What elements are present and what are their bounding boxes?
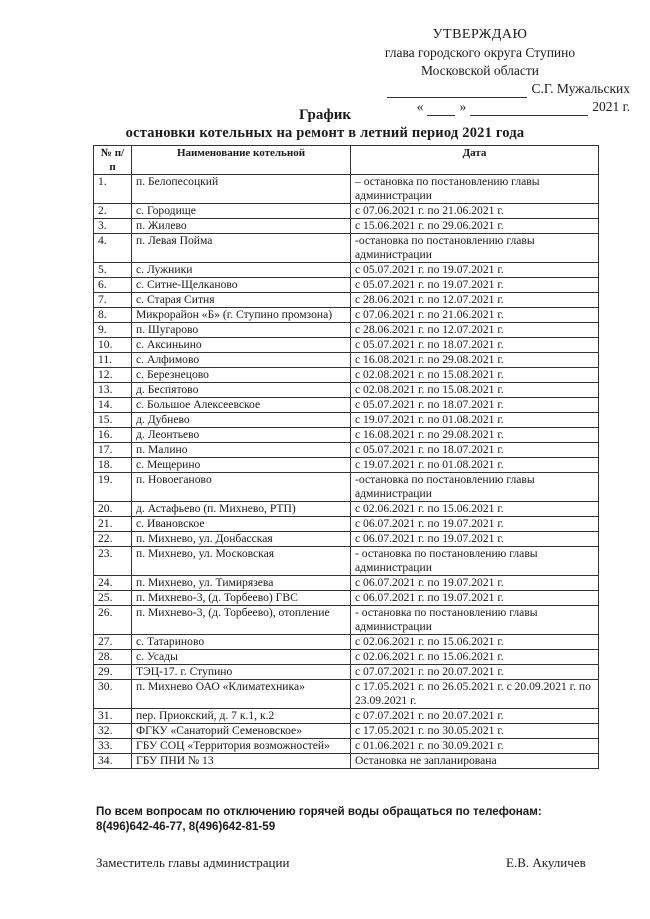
table-row xyxy=(94,739,599,754)
row-name: с. Татариново xyxy=(132,635,351,650)
row-num: 7. xyxy=(94,293,132,308)
table-row xyxy=(94,204,599,219)
table-row xyxy=(94,502,599,517)
header-name: Наименование котельной xyxy=(132,146,351,175)
row-name: ФГКУ «Санаторий Семеновское» xyxy=(132,724,351,739)
row-name: п. Малино xyxy=(132,443,351,458)
table-row xyxy=(94,308,599,323)
row-date: с 05.07.2021 г. по 18.07.2021 г. xyxy=(351,338,599,353)
row-num: 19. xyxy=(94,473,132,502)
table-row xyxy=(94,606,599,635)
row-num: 17. xyxy=(94,443,132,458)
row-name: ГБУ ПНИ № 13 xyxy=(132,754,351,769)
table-header-row xyxy=(94,146,599,175)
row-name: пер. Приокский, д. 7 к.1, к.2 xyxy=(132,709,351,724)
row-name: д. Беспятово xyxy=(132,383,351,398)
row-num: 32. xyxy=(94,724,132,739)
table-row xyxy=(94,680,599,709)
row-num: 31. xyxy=(94,709,132,724)
row-name: д. Астафьево (п. Михнево, РТП) xyxy=(132,502,351,517)
row-name: с. Большое Алексеевское xyxy=(132,398,351,413)
row-num: 33. xyxy=(94,739,132,754)
row-name: д. Дубнево xyxy=(132,413,351,428)
approval-signature-line xyxy=(330,80,630,98)
row-date: с 16.08.2021 г. по 29.08.2021 г. xyxy=(351,428,599,443)
date-close-quote: » xyxy=(459,99,467,114)
table-row xyxy=(94,323,599,338)
row-date: с 02.08.2021 г. по 15.08.2021 г. xyxy=(351,383,599,398)
row-name: п. Новоеганово xyxy=(132,473,351,502)
row-date: с 02.06.2021 г. по 15.06.2021 г. xyxy=(351,502,599,517)
row-num: 9. xyxy=(94,323,132,338)
row-name: п. Белопесоцкий xyxy=(132,175,351,204)
row-num: 18. xyxy=(94,458,132,473)
row-num: 22. xyxy=(94,532,132,547)
row-num: 4. xyxy=(94,234,132,263)
table-row xyxy=(94,293,599,308)
row-date: с 02.06.2021 г. по 15.06.2021 г. xyxy=(351,650,599,665)
row-date: с 07.07.2021 г. по 20.07.2021 г. xyxy=(351,709,599,724)
table-row xyxy=(94,576,599,591)
row-name: с. Березнецово xyxy=(132,368,351,383)
row-date: с 19.07.2021 г. по 01.08.2021 г. xyxy=(351,458,599,473)
table-row xyxy=(94,517,599,532)
row-date: с 06.07.2021 г. по 19.07.2021 г. xyxy=(351,591,599,606)
row-name: ГБУ СОЦ «Территория возможностей» xyxy=(132,739,351,754)
row-name: п. Михнево, ул. Донбасская xyxy=(132,532,351,547)
row-date: с 05.07.2021 г. по 19.07.2021 г. xyxy=(351,263,599,278)
row-name: ТЭЦ-17. г. Ступино xyxy=(132,665,351,680)
schedule-table xyxy=(93,145,599,769)
approval-position: глава городского округа Ступино xyxy=(384,45,576,60)
row-date: с 15.06.2021 г. по 29.06.2021 г. xyxy=(351,219,599,234)
row-date: с 28.06.2021 г. по 12.07.2021 г. xyxy=(351,293,599,308)
row-num: 15. xyxy=(94,413,132,428)
document-subtitle: остановки котельных на ремонт в летний период 2021 года xyxy=(125,125,525,141)
row-num: 3. xyxy=(94,219,132,234)
row-name: п. Жилево xyxy=(132,219,351,234)
header-num: № п/п xyxy=(94,146,132,175)
row-num: 20. xyxy=(94,502,132,517)
approval-heading: УТВЕРЖДАЮ xyxy=(432,27,528,42)
deputy-position: Заместитель главы администрации xyxy=(96,855,290,870)
table-row xyxy=(94,278,599,293)
row-date: с 17.05.2021 г. по 26.05.2021 г. с 20.09.2021 г. по 23.09.2021 г. xyxy=(351,680,599,709)
row-date: с 19.07.2021 г. по 01.08.2021 г. xyxy=(351,413,599,428)
row-date: с 07.06.2021 г. по 21.06.2021 г. xyxy=(351,308,599,323)
row-date: -остановка по постановлению главы администрации xyxy=(351,234,599,263)
row-num: 2. xyxy=(94,204,132,219)
table-row xyxy=(94,547,599,576)
header-date: Дата xyxy=(351,146,599,175)
row-date: с 06.07.2021 г. по 19.07.2021 г. xyxy=(351,517,599,532)
row-num: 12. xyxy=(94,368,132,383)
row-date: с 02.06.2021 г. по 15.06.2021 г. xyxy=(351,635,599,650)
table-row xyxy=(94,650,599,665)
row-name: с. Мещерино xyxy=(132,458,351,473)
table-row xyxy=(94,724,599,739)
approval-signer: С.Г. Мужальских xyxy=(531,81,630,96)
row-name: п. Михнево-3, (д. Торбеево) ГВС xyxy=(132,591,351,606)
row-num: 30. xyxy=(94,680,132,709)
row-num: 11. xyxy=(94,353,132,368)
row-date: с 07.06.2021 г. по 21.06.2021 г. xyxy=(351,204,599,219)
row-date: с 28.06.2021 г. по 12.07.2021 г. xyxy=(351,323,599,338)
row-date: Остановка не запланирована xyxy=(351,754,599,769)
row-name: д. Леонтьево xyxy=(132,428,351,443)
row-num: 8. xyxy=(94,308,132,323)
table-row xyxy=(94,754,599,769)
table-row xyxy=(94,709,599,724)
contact-note-text: По всем вопросам по отключению горячей воды обращаться по телефонам: xyxy=(96,805,542,818)
row-num: 10. xyxy=(94,338,132,353)
row-name: с. Аксиньино xyxy=(132,338,351,353)
row-date: с 06.07.2021 г. по 19.07.2021 г. xyxy=(351,532,599,547)
row-date: с 06.07.2021 г. по 19.07.2021 г. xyxy=(351,576,599,591)
table-row xyxy=(94,443,599,458)
row-num: 27. xyxy=(94,635,132,650)
row-date: с 01.06.2021 г. по 30.09.2021 г. xyxy=(351,739,599,754)
row-name: п. Шугарово xyxy=(132,323,351,338)
table-row xyxy=(94,413,599,428)
row-date: с 07.07.2021 г. по 20.07.2021 г. xyxy=(351,665,599,680)
row-name: п. Михнево, ул. Московская xyxy=(132,547,351,576)
table-row xyxy=(94,591,599,606)
contact-note xyxy=(96,804,616,834)
table-row xyxy=(94,428,599,443)
row-num: 6. xyxy=(94,278,132,293)
row-name: Микрорайон «Б» (г. Ступино промзона) xyxy=(132,308,351,323)
row-date: - остановка по постановлению главы администрации xyxy=(351,547,599,576)
row-name: п. Михнево, ул. Тимирязева xyxy=(132,576,351,591)
table-row xyxy=(94,338,599,353)
row-num: 29. xyxy=(94,665,132,680)
row-num: 21. xyxy=(94,517,132,532)
table-row xyxy=(94,263,599,278)
row-num: 28. xyxy=(94,650,132,665)
document-title: График xyxy=(298,107,352,123)
row-date: – остановка по постановлению главы администрации xyxy=(351,175,599,204)
row-num: 14. xyxy=(94,398,132,413)
approval-year: 2021 г. xyxy=(592,99,630,114)
contact-phones: 8(496)642-46-77, 8(496)642-81-59 xyxy=(96,820,276,833)
row-date: с 16.08.2021 г. по 29.08.2021 г. xyxy=(351,353,599,368)
row-name: п. Михнево-3, (д. Торбеево), отопление xyxy=(132,606,351,635)
row-num: 1. xyxy=(94,175,132,204)
table-row xyxy=(94,234,599,263)
table-row xyxy=(94,175,599,204)
row-num: 25. xyxy=(94,591,132,606)
date-open-quote: « xyxy=(416,99,424,114)
row-name: с. Лужники xyxy=(132,263,351,278)
table-row xyxy=(94,532,599,547)
row-num: 5. xyxy=(94,263,132,278)
table-row xyxy=(94,473,599,502)
table-row xyxy=(94,458,599,473)
row-date: -остановка по постановлению главы администрации xyxy=(351,473,599,502)
row-name: с. Городище xyxy=(132,204,351,219)
row-num: 26. xyxy=(94,606,132,635)
table-row xyxy=(94,398,599,413)
row-num: 23. xyxy=(94,547,132,576)
approval-block xyxy=(330,26,630,116)
row-date: с 05.07.2021 г. по 18.07.2021 г. xyxy=(351,443,599,458)
row-num: 16. xyxy=(94,428,132,443)
table-row xyxy=(94,383,599,398)
row-name: п. Левая Пойма xyxy=(132,234,351,263)
table-row xyxy=(94,353,599,368)
row-name: п. Михнево ОАО «Климатехника» xyxy=(132,680,351,709)
row-date: с 02.08.2021 г. по 15.08.2021 г. xyxy=(351,368,599,383)
row-name: с. Ситне-Щелканово xyxy=(132,278,351,293)
row-date: - остановка по постановлению главы администрации xyxy=(351,606,599,635)
deputy-name: Е.В. Акуличев xyxy=(506,855,586,870)
row-num: 34. xyxy=(94,754,132,769)
row-num: 24. xyxy=(94,576,132,591)
row-date: с 05.07.2021 г. по 18.07.2021 г. xyxy=(351,398,599,413)
signature-blank xyxy=(387,83,527,98)
row-num: 13. xyxy=(94,383,132,398)
row-name: с. Старая Ситня xyxy=(132,293,351,308)
row-name: с. Усады xyxy=(132,650,351,665)
table-row xyxy=(94,368,599,383)
row-date: с 05.07.2021 г. по 19.07.2021 г. xyxy=(351,278,599,293)
table-row xyxy=(94,635,599,650)
table-row xyxy=(94,219,599,234)
row-name: с. Ивановское xyxy=(132,517,351,532)
row-date: с 17.05.2021 г. по 30.05.2021 г. xyxy=(351,724,599,739)
table-row xyxy=(94,665,599,680)
row-name: с. Алфимово xyxy=(132,353,351,368)
approval-region: Московской области xyxy=(420,63,539,78)
